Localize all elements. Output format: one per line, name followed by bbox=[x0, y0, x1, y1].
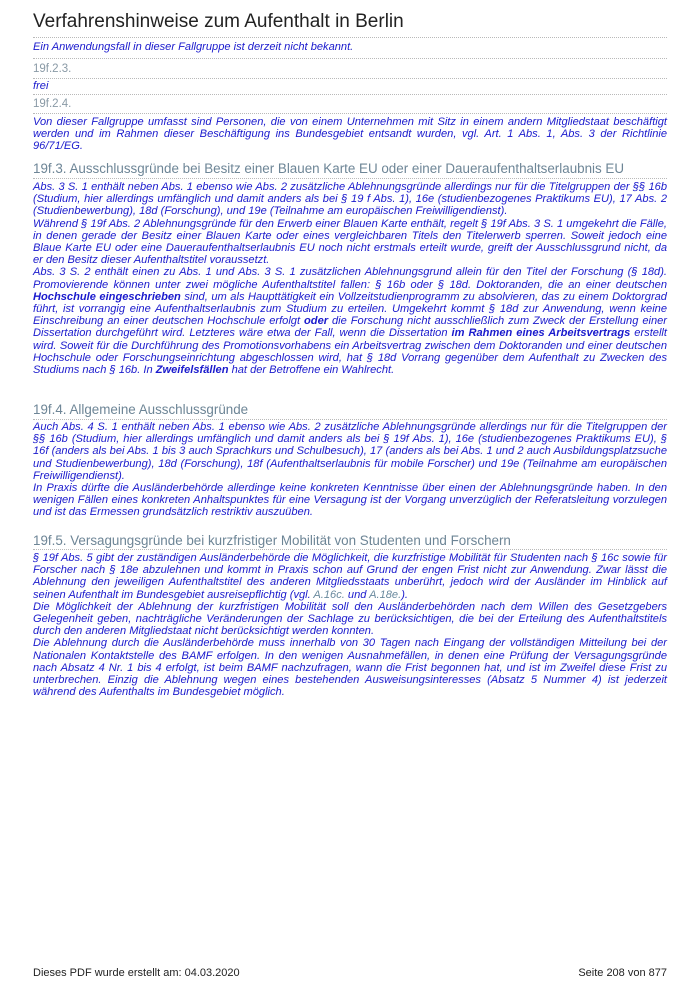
section-heading: 19f.5. Versagungsgründe bei kurzfristiger Mobilität von Studenten und Forschern bbox=[33, 533, 511, 548]
divider bbox=[33, 419, 667, 420]
paragraph: Die Möglichkeit der Ablehnung der kurzfristigen Mobilität soll den Ausländerbehörden nach dem Willen des Gesetzgebers Gelegenheit geben, nachträgliche Veränderungen der Sachlage zu berücksichtigen, die bei der Erteilung des Aufenthaltstitels durch den anderen Mitgliedstaat nicht berücksichtigt werden konnten. bbox=[33, 600, 667, 638]
footer-created-date: Dieses PDF wurde erstellt am: 04.03.2020 bbox=[33, 967, 240, 979]
section-body bbox=[33, 181, 667, 376]
paragraph: Während § 19f Abs. 2 Ablehnungsgründe für den Erwerb einer Blauen Karte enthält, regelt § 19f Abs. 3 S. 1 umgekehrt die Fälle, in denen gerade der Besitz einer Blauen Karte oder eines vergleichbaren Titels den Titelerwerb sperren. Soweit jedoch eine Blaue Karte EU oder eine Daueraufenthaltserlaubnis EU noch nicht erstmals erteilt wurde, greift der Ausschlussgrund nicht, da er den Besitz dieser Aufenthaltstitel voraussetzt. bbox=[33, 217, 667, 267]
divider bbox=[33, 549, 667, 550]
paragraph-number: 19f.2.3. bbox=[33, 63, 72, 75]
frei-text: frei bbox=[33, 80, 49, 92]
emphasis: oder bbox=[304, 315, 329, 328]
section-heading: 19f.4. Allgemeine Ausschlussgründe bbox=[33, 402, 249, 417]
paragraph-number: 19f.2.4. bbox=[33, 98, 72, 110]
paragraph: In Praxis dürfte die Ausländerbehörde allerdinge keine konkreten Kenntnisse über einen der Ablehnungsgründe haben. In den wenigen Fällen eines konkreten Anhaltspunktes für eine Versagung ist der Vorgang unverzüglich der Referatsleitung vorzulegen und ist das Ermessen grundsätzlich restriktiv auszuüben. bbox=[33, 482, 667, 519]
divider bbox=[33, 78, 667, 79]
paragraph: Von dieser Fallgruppe umfasst sind Personen, die von einem Unternehmen mit Sitz in einem andern Mitgliedstaat beschäftigt werden und im Rahmen dieser Beschäftigung ins Bundesgebiet entsandt wurden, vgl. Art. 1 Abs. 1, Abs. 3 der Richtlinie 96/71/EG. bbox=[33, 116, 667, 153]
paragraph: Auch Abs. 4 S. 1 enthält neben Abs. 1 ebenso wie Abs. 2 zusätzliche Ablehnungsgründe allerdings nur für die Titelgruppen der §§ 16b (Studium, hier allerdings umfänglich und damit anders als bei § 19f Abs. 1), 16e (studienbezogenes Praktikums EU), § 16f (anders als bei Abs. 1 bis 3 auch Sprachkurs und Schulbesuch), 17 (anders als bei Abs. 1 und 2 auch Ausbildungsplatzsuche und Studienbewerbung), 18d (Forschung), 18f (Aufenthaltserlaubnis für mobile Forscher) und 19e (Teilnahme am europäischen Freiwilligendienst). bbox=[33, 421, 667, 482]
emphasis: im Rahmen eines Arbeitsvertrags bbox=[451, 327, 631, 340]
paragraph: Abs. 3 S. 1 enthält neben Abs. 1 ebenso wie Abs. 2 zusätzliche Ablehnungsgründe allerdings nur für die Titelgruppen der §§ 16b (Studium, hier allerdings umfänglich und damit anders als bei § 19 f Abs. 1), 16e (studienbezogenes Praktikums EU), 17 Abs. 2 (Studienbewerbung), 18d (Forschung), und 19e (Teilnahme am europäischen Freiwilligendienst). bbox=[33, 181, 667, 218]
intro-text: Ein Anwendungsfall in dieser Fallgruppe ist derzeit nicht bekannt. bbox=[33, 41, 354, 53]
paragraph: § 19f Abs. 5 gibt der zuständigen Ausländerbehörde die Möglichkeit, die kurzfristige Mobilität für Studenten nach § 16c sowie für Forscher nach § 18e abzulehnen und kommt in Praxis schon auf Grund der engen Frist nicht zur Anwendung. Zwar lässt die Ablehnung den jeweiligen Aufenthaltstitel des anderen Mitgliedsstaats unberührt, jedoch wird der Ausländer im Hinblick auf seinen Aufenthalt im Bundesgebiet ausreisepflichtig (vgl. A.16c. und A.18e.). bbox=[33, 552, 667, 601]
intro-block bbox=[33, 41, 667, 53]
footer-page-number: Seite 208 von 877 bbox=[578, 967, 667, 979]
section-body bbox=[33, 552, 667, 698]
paragraph: Die Ablehnung durch die Ausländerbehörde muss innerhalb von 30 Tagen nach Eingang der vollständigen Mitteilung bei der Nationalen Kontaktstelle des BAMF erfolgen. In den wenigen Ausnahmefällen, in denen eine Prüfung der Versagungsgründe nach Absatz 4 Nr. 1 bis 4 erfolgt, ist beim BAMF nachzufragen, wann die Frist begonnen hat, und ist im Zweifel diese Frist zu unterbrechen. Einzig die Ablehnung wegen eines bestehenden Ausweisungsinteresses (Absatz 5 Nummer 4) ist jederzeit während des Aufenthalts im Bundesgebiet möglich. bbox=[33, 637, 667, 699]
paragraph: Abs. 3 S. 2 enthält einen zu Abs. 1 und Abs. 3 S. 1 zusätzlichen Ablehnungsgrund allein für den Titel der Forschung (§ 18d). Promovierende können unter zwei mögliche Aufenthaltstitel fallen: § 16b oder § 18d. Doktoranden, die an einer deutschen Hochschule eingeschrieben sind, um als Haupttätigkeit ein Vollzeitstudienprogramm zu absolvieren, das zu einem Doktorgrad führt, ist vorrangig eine Aufenthaltserlaubnis zum Studium zu erteilen. Umgekehrt kommt § 18d zur Anwendung, wenn keine Einschreibung an einer deutschen Hochschule erfolgt oder die Forschung nicht ausschließlich zum Zweck der Erstellung einer Dissertation durchgeführt wird. Letzteres wäre etwa der Fall, wenn die Dissertation im Rahmen eines Arbeitsvertrags erstellt wird. Soweit für die Durchführung des Promotionsvorhabens ein Arbeitsvertrag zwischen dem Doktoranden und einer deutschen Hochschule oder Forschungseinrichtung abgeschlossen wird, hat § 18d Vorrang gegenüber dem Aufenthalt zu Zwecken des Studiums nach § 16b. In Zweifelsfällen hat der Betroffene ein Wahlrecht. bbox=[33, 266, 667, 377]
divider bbox=[33, 37, 667, 38]
divider bbox=[33, 113, 667, 114]
section-body bbox=[33, 421, 667, 519]
cross-reference-link[interactable]: A.16c. bbox=[313, 588, 345, 601]
divider bbox=[33, 178, 667, 179]
divider bbox=[33, 94, 667, 95]
emphasis: Hochschule eingeschrieben bbox=[33, 290, 181, 303]
divider bbox=[33, 58, 667, 59]
page-title: Verfahrenshinweise zum Aufenthalt in Berlin bbox=[33, 11, 404, 32]
section-heading: 19f.3. Ausschlussgründe bei Besitz einer Blauen Karte EU oder einer Daueraufenthaltserlaubnis EU bbox=[33, 161, 625, 176]
cross-reference-link[interactable]: A.18e. bbox=[369, 588, 402, 601]
emphasis: Zweifelsfällen bbox=[155, 364, 229, 377]
